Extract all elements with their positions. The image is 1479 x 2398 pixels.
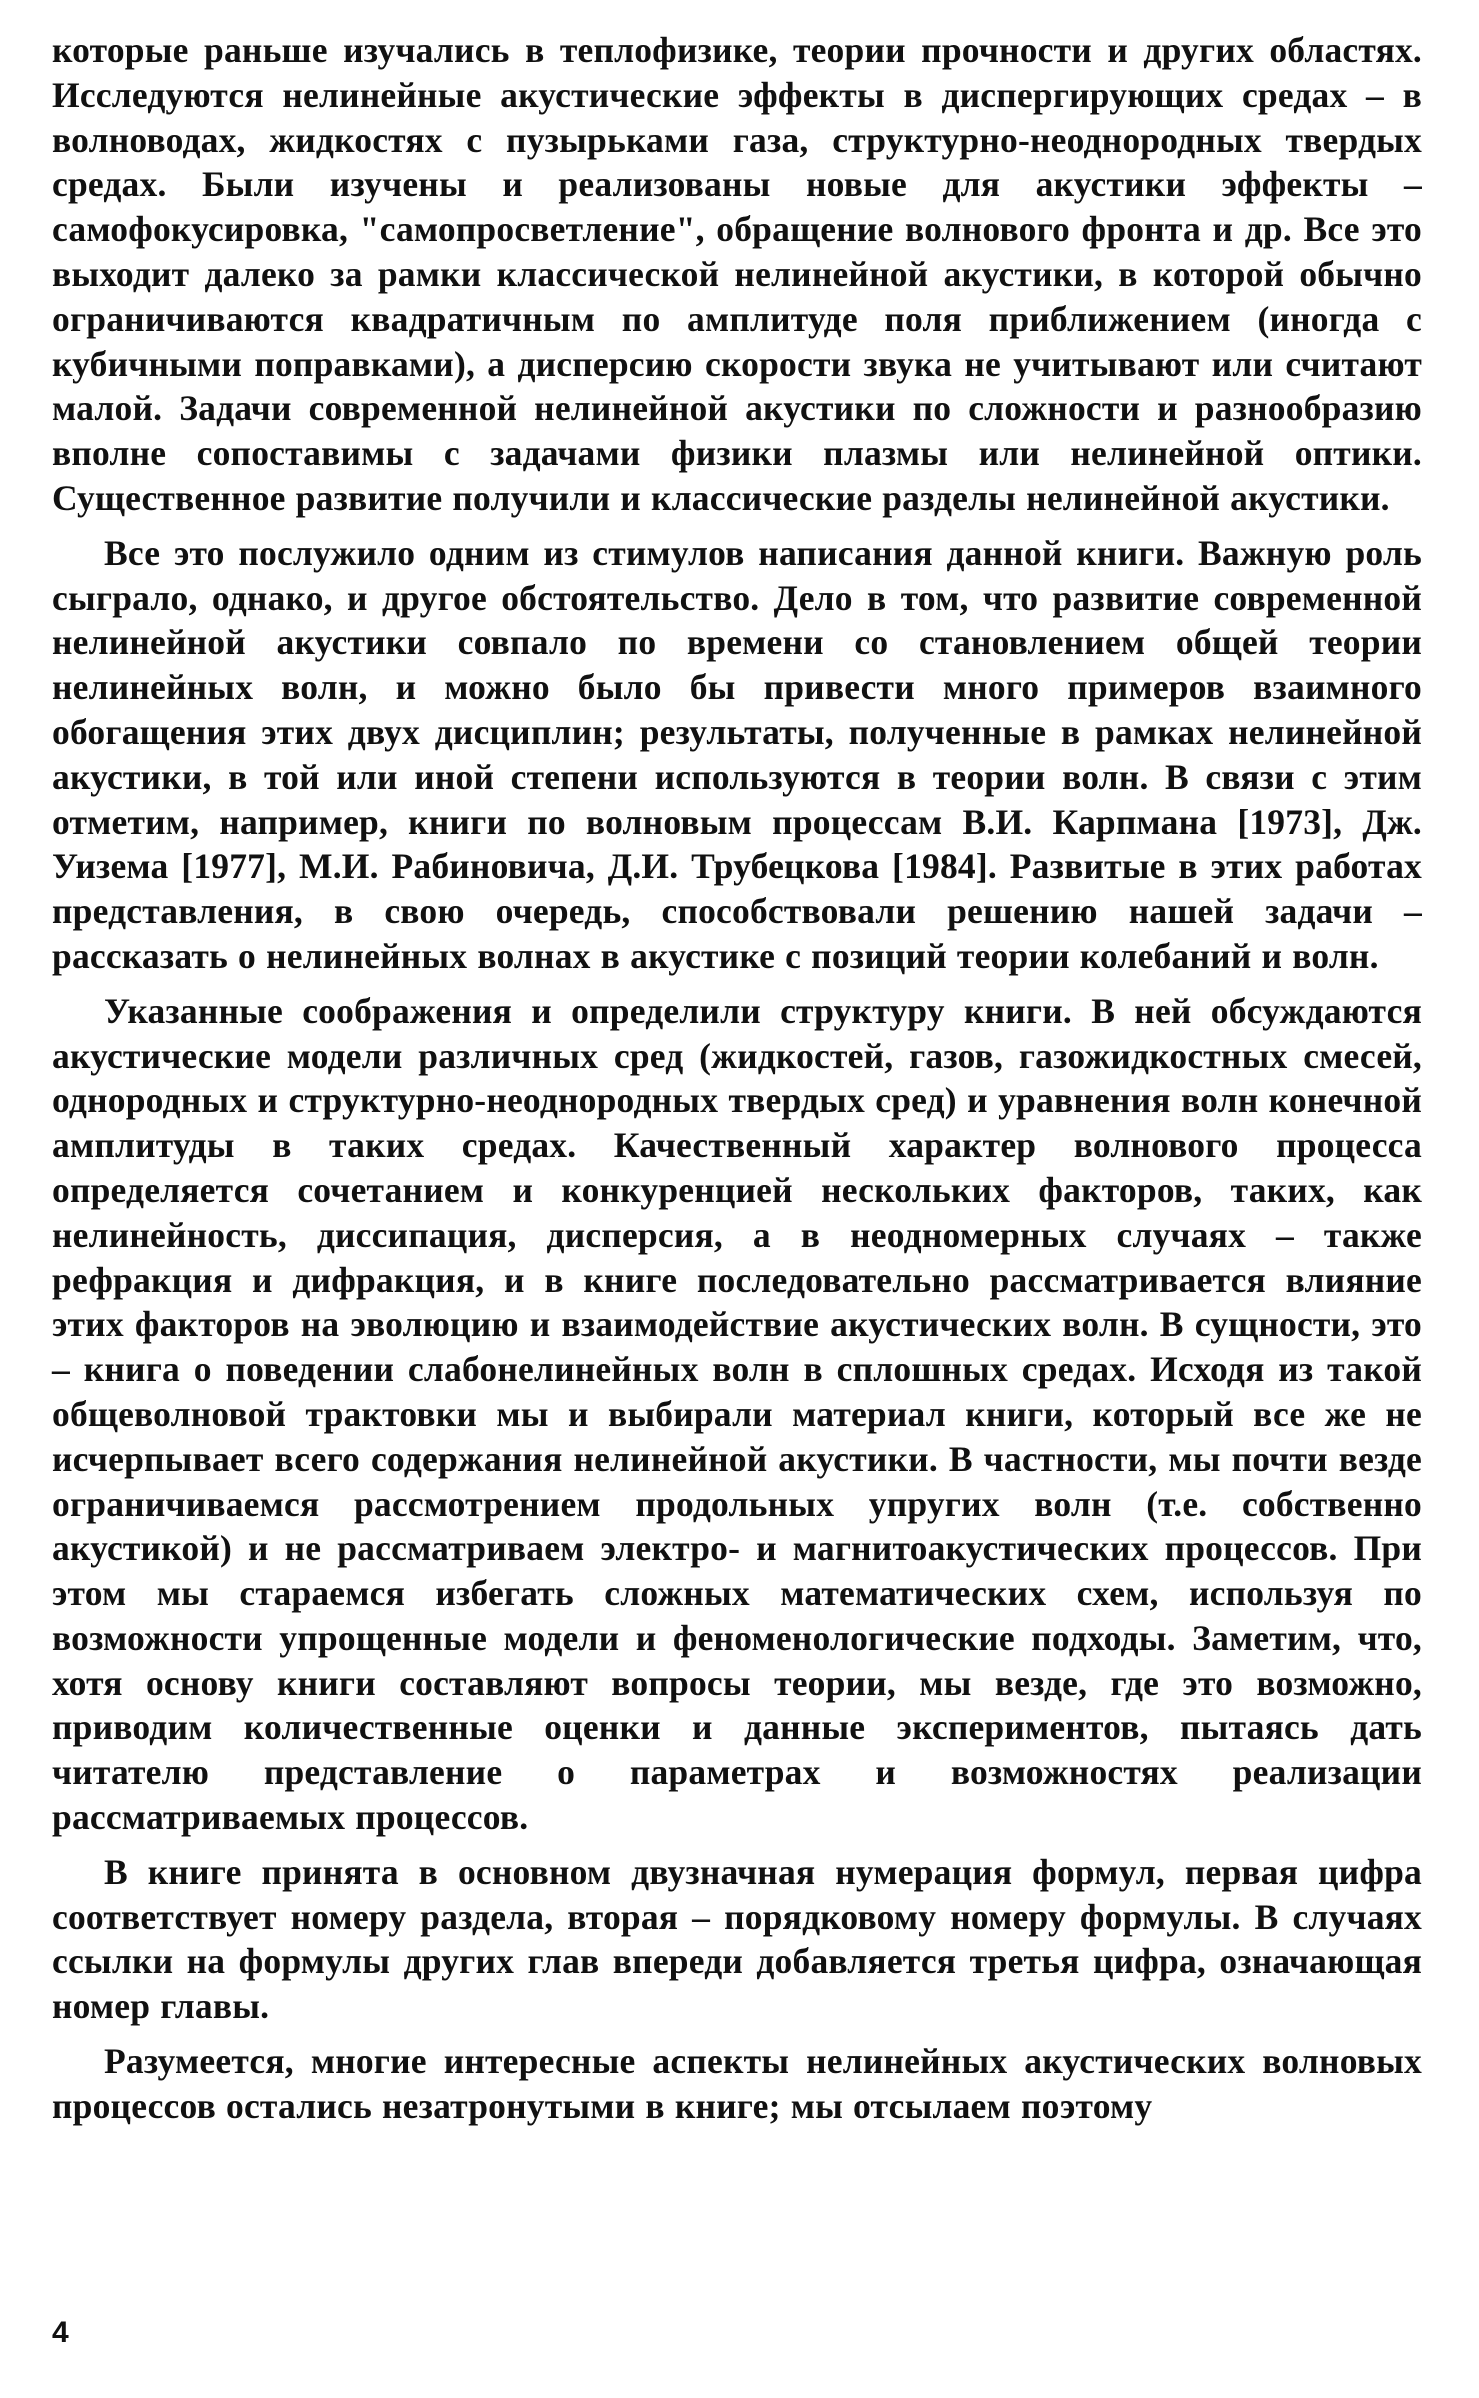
- page-body: [52, 28, 1422, 2139]
- paragraph-continuation: которые раньше изучались в теплофизике, теории прочности и других областях. Исследуются нелинейные акустические эффекты в диспергирующих средах – в волноводах, жидкостях с пузырьками газа, структурно-неоднородных твердых средах. Были изучены и реализованы новые для акустики эффекты – самофокусировка, "самопросветление", обращение волнового фронта и др. Все это выходит далеко за рамки классической нелинейной акустики, в которой обычно ограничиваются квадратичным по амплитуде поля приближением (иногда с кубичными поправками), а дисперсию скорости звука не учитывают или считают малой. Задачи современной нелинейной акустики по сложности и разнообразию вполне сопоставимы с задачами физики плазмы или нелинейной оптики. Существенное развитие получили и классические разделы нелинейной акустики.: [52, 30, 1422, 518]
- paragraph-closing: Разумеется, многие интересные аспекты нелинейных акустических волновых процессов остались незатронутыми в книге; мы отсылаем поэтому: [52, 2041, 1422, 2126]
- page-number: 4: [52, 2316, 69, 2349]
- paragraph-numbering: В книге принята в основном двузначная нумерация формул, первая цифра соответствует номеру раздела, вторая – порядковому номеру формулы. В случаях ссылки на формулы других глав впереди добавляется третья цифра, означающая номер главы.: [52, 1851, 1422, 2027]
- paragraph-structure: Указанные соображения и определили структуру книги. В ней обсуждаются акустические модели различных сред (жидкостей, газов, газожидкостных смесей, однородных и структурно-неоднородных твердых сред) и уравнения волн конечной амплитуды в таких средах. Качественный характер волнового процесса определяется сочетанием и конкуренцией нескольких факторов, таких, как нелинейность, диссипация, дисперсия, а в неодномерных случаях – также рефракция и дифракция, и в книге последовательно рассматривается влияние этих факторов на эволюцию и взаимодействие акустических волн. В сущности, это – книга о поведении слабонелинейных волн в сплошных средах. Исходя из такой общеволновой трактовки мы и выбирали материал книги, который все же не исчерпывает всего содержания нелинейной акустики. В частности, мы почти везде ограничиваемся рассмотрением продольных упругих волн (т.е. собственно акустикой) и не рассматриваем электро- и магнитоакустических процессов. При этом мы стараемся избегать сложных математических схем, используя по возможности упрощенные модели и феноменологические подходы. Заметим, что, хотя основу книги составляют вопросы теории, мы везде, где это возможно, приводим количественные оценки и данные экспериментов, пытаясь дать читателю представление о параметрах и возможностях реализации рассматриваемых процессов.: [52, 990, 1422, 1838]
- paragraph-motivation: Все это послужило одним из стимулов написания данной книги. Важную роль сыграло, однако, и другое обстоятельство. Дело в том, что развитие современной нелинейной акустики совпало по времени со становлением общей теории нелинейных волн, и можно было бы привести много примеров взаимного обогащения этих двух дисциплин; результаты, полученные в рамках нелинейной акустики, в той или иной степени используются в теории волн. В связи с этим отметим, например, книги по волновым процессам В.И. Карпмана [1973], Дж. Уизема [1977], М.И. Рабиновича, Д.И. Трубецкова [1984]. Развитые в этих работах представления, в свою очередь, способствовали решению нашей задачи – рассказать о нелинейных волнах в акустике с позиций теории колебаний и волн.: [52, 532, 1422, 976]
